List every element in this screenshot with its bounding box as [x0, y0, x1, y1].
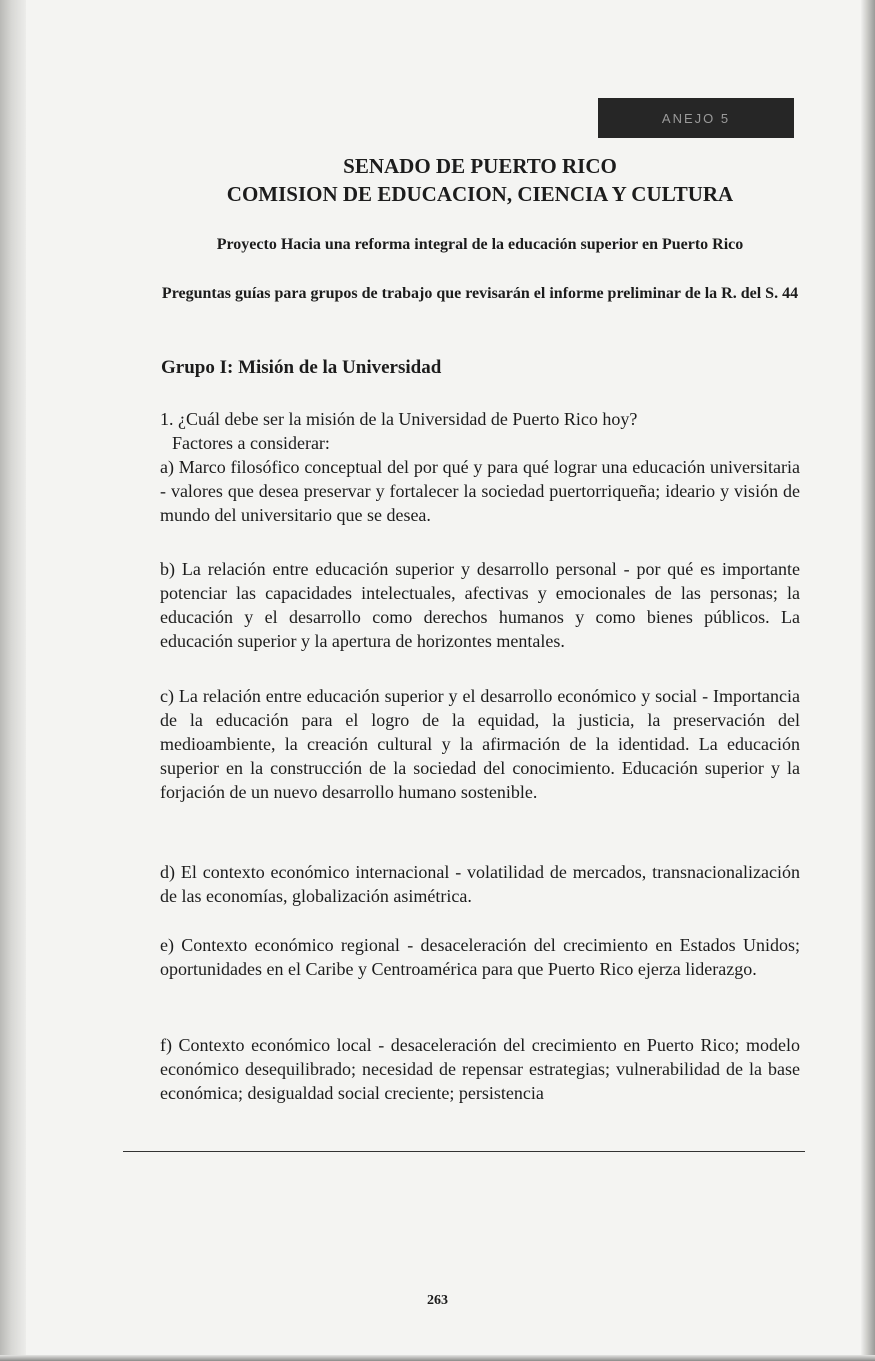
project-title: Proyecto Hacia una reforma integral de la educación superior en Puerto Rico: [216, 236, 744, 253]
page-number: 263: [427, 1293, 448, 1308]
header-line-senate: SENADO DE PUERTO RICO: [343, 154, 617, 178]
guide-questions-title: Preguntas guías para grupos de trabajo que revisarán el informe preliminar de la R. del S. 44: [161, 285, 799, 302]
scan-left-edge: [0, 0, 26, 1361]
factor-item-b: b) La relación entre educación superior y desarrollo personal - por qué es importante potenciar las capacidades intelectuales, afectivas y emocionales de las personas; la educación y el desarrollo como derechos humanos y como bienes públicos. La educación superior y la apertura de horizontes mentales.: [160, 559, 800, 651]
factor-item-f: f) Contexto económico local - desaceleración del crecimiento en Puerto Rico; modelo económico desequilibrado; necesidad de repensar estrategias; vulnerabilidad de la base económica; desigualdad social creciente; persistencia: [160, 1035, 800, 1103]
question-text: 1. ¿Cuál debe ser la misión de la Universidad de Puerto Rico hoy?: [160, 409, 638, 429]
group-heading: Grupo I: Misión de la Universidad: [161, 357, 442, 378]
footnote-divider: [123, 1151, 805, 1152]
document-header: [160, 152, 800, 208]
scan-right-edge: [861, 0, 875, 1361]
factor-item-d: d) El contexto económico internacional - volatilidad de mercados, transnacionalización de las economías, globalización asimétrica.: [160, 862, 800, 906]
factor-item-e: e) Contexto económico regional - desaceleración del crecimiento en Estados Unidos; oportunidades en el Caribe y Centroamérica para que Puerto Rico ejerza liderazgo.: [160, 935, 800, 979]
header-line-commission: COMISION DE EDUCACION, CIENCIA Y CULTURA: [226, 182, 734, 206]
factors-label: Factores a considerar:: [172, 433, 330, 453]
annex-label: ANEJO 5: [598, 98, 794, 138]
factor-item-c: c) La relación entre educación superior y el desarrollo económico y social - Importancia de la educación para el logro de la equidad, la justicia, la preservación del medioambiente, la creación cultural y la afirmación de la identidad. La educación superior en la construcción de la sociedad del conocimiento. Educación superior y la forjación de un nuevo desarrollo humano sostenible.: [160, 686, 800, 802]
scan-bottom-edge: [0, 1355, 875, 1361]
factor-item-a: a) Marco filosófico conceptual del por qué y para qué lograr una educación universitaria - valores que desea preservar y fortalecer la sociedad puertorriqueña; ideario y visión de mundo del universitario que se desea.: [160, 457, 800, 525]
